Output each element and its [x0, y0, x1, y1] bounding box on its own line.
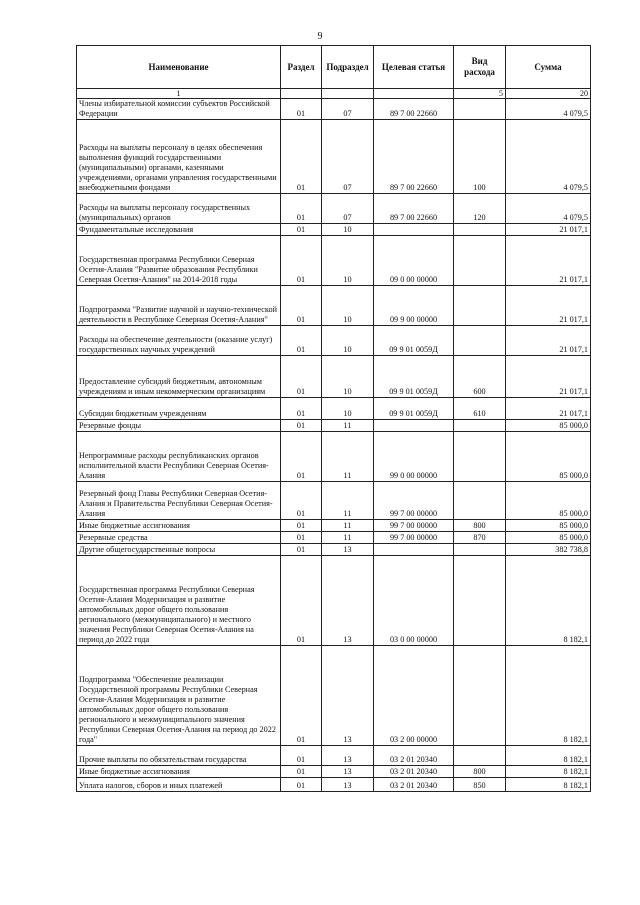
cell-target: 99 7 00 00000 [374, 520, 454, 532]
cell-expense-type: 120 [454, 194, 506, 224]
cell-subsection: 11 [322, 420, 374, 432]
index-cell: 5 [454, 89, 506, 99]
cell-name: Иные бюджетные ассигнования [77, 520, 281, 532]
cell-subsection: 13 [322, 778, 374, 792]
table-row [77, 99, 591, 120]
cell-amount: 8 182,1 [506, 778, 591, 792]
cell-section: 01 [281, 556, 322, 646]
header-expense-type: Вид расхода [454, 46, 506, 89]
cell-subsection: 11 [322, 432, 374, 482]
cell-section: 01 [281, 778, 322, 792]
cell-amount: 4 079,5 [506, 194, 591, 224]
cell-amount: 382 738,8 [506, 544, 591, 556]
cell-section: 01 [281, 224, 322, 236]
cell-target: 09 9 01 0059Д [374, 398, 454, 420]
cell-name: Расходы на выплаты персоналу государственных (муниципальных) органов [77, 194, 281, 224]
index-cell [374, 89, 454, 99]
cell-name: Расходы на обеспечение деятельности (оказание услуг) государственных научных учреждений [77, 326, 281, 356]
cell-expense-type [454, 326, 506, 356]
cell-expense-type: 800 [454, 520, 506, 532]
table-row [77, 236, 591, 286]
page-number: 9 [317, 31, 323, 42]
table-row [77, 356, 591, 398]
table-row [77, 766, 591, 778]
cell-subsection: 10 [322, 286, 374, 326]
cell-subsection: 13 [322, 766, 374, 778]
cell-section: 01 [281, 356, 322, 398]
cell-name: Непрограммные расходы республиканских органов исполнительной власти Республики Северная Осетия-Алания [77, 432, 281, 482]
header-section: Раздел [281, 46, 322, 89]
cell-target: 99 7 00 00000 [374, 532, 454, 544]
table-row [77, 398, 591, 420]
cell-subsection: 07 [322, 120, 374, 194]
cell-name: Иные бюджетные ассигнования [77, 766, 281, 778]
cell-name: Подпрограмма "Обеспечение реализации Государственной программы Республики Северная Осетия-Алания Модернизация и развитие автомобильных дорог общего пользования регионального и межмуниципального значения Республики Северная Осетия-Алания на период до 2022 года" [77, 646, 281, 746]
cell-section: 01 [281, 420, 322, 432]
cell-amount: 21 017,1 [506, 356, 591, 398]
cell-subsection: 10 [322, 326, 374, 356]
cell-amount: 21 017,1 [506, 286, 591, 326]
cell-section: 01 [281, 99, 322, 120]
cell-expense-type [454, 432, 506, 482]
cell-name: Расходы на выплаты персоналу в целях обеспечения выполнения функций государственными (муниципальными) органами, казенными учреждениями, органами управления государственными внебюджетными фондами [77, 120, 281, 194]
cell-section: 01 [281, 432, 322, 482]
cell-target: 09 9 00 00000 [374, 286, 454, 326]
index-cell: 1 [77, 89, 281, 99]
cell-section: 01 [281, 746, 322, 766]
cell-subsection: 11 [322, 532, 374, 544]
table-row [77, 482, 591, 520]
cell-subsection: 11 [322, 520, 374, 532]
cell-subsection: 13 [322, 746, 374, 766]
budget-table [76, 45, 591, 792]
cell-name: Резервные средства [77, 532, 281, 544]
table-row [77, 544, 591, 556]
table-row [77, 520, 591, 532]
cell-name: Прочие выплаты по обязательствам государства [77, 746, 281, 766]
cell-expense-type: 800 [454, 766, 506, 778]
header-name: Наименование [77, 46, 281, 89]
cell-section: 01 [281, 398, 322, 420]
index-cell [281, 89, 322, 99]
cell-expense-type: 850 [454, 778, 506, 792]
cell-name: Резервный фонд Главы Республики Северная Осетия-Алания и Правительства Республики Северная Осетия-Алания [77, 482, 281, 520]
cell-amount: 21 017,1 [506, 398, 591, 420]
cell-amount: 4 079,5 [506, 120, 591, 194]
cell-section: 01 [281, 646, 322, 746]
cell-name: Государственная программа Республики Северная Осетия-Алания Модернизация и развитие автомобильных дорог общего пользования регионального (межмуниципального) и местного значения Республики Северная Осетия-Алания на период до 2022 года [77, 556, 281, 646]
cell-target: 03 2 01 20340 [374, 778, 454, 792]
table-row [77, 194, 591, 224]
cell-name: Уплата налогов, сборов и иных платежей [77, 778, 281, 792]
cell-target: 99 0 00 00000 [374, 432, 454, 482]
cell-section: 01 [281, 532, 322, 544]
cell-target: 09 0 00 00000 [374, 236, 454, 286]
cell-section: 01 [281, 482, 322, 520]
table-row [77, 646, 591, 746]
cell-expense-type [454, 286, 506, 326]
cell-expense-type [454, 224, 506, 236]
cell-expense-type: 100 [454, 120, 506, 194]
cell-amount: 8 182,1 [506, 556, 591, 646]
cell-section: 01 [281, 544, 322, 556]
cell-amount: 8 182,1 [506, 746, 591, 766]
table-row [77, 286, 591, 326]
cell-section: 01 [281, 236, 322, 286]
header-row [77, 46, 591, 89]
cell-amount: 85 000,0 [506, 420, 591, 432]
cell-section: 01 [281, 520, 322, 532]
cell-amount: 8 182,1 [506, 766, 591, 778]
cell-amount: 21 017,1 [506, 326, 591, 356]
cell-target: 09 9 01 0059Д [374, 356, 454, 398]
cell-amount: 85 000,0 [506, 432, 591, 482]
cell-amount: 85 000,0 [506, 532, 591, 544]
cell-subsection: 11 [322, 482, 374, 520]
table-row [77, 326, 591, 356]
cell-subsection: 07 [322, 99, 374, 120]
table-row [77, 532, 591, 544]
cell-expense-type [454, 482, 506, 520]
cell-expense-type: 610 [454, 398, 506, 420]
cell-name: Государственная программа Республики Северная Осетия-Алания "Развитие образования Республики Северная Осетия-Алания" на 2014-2018 годы [77, 236, 281, 286]
cell-target: 03 0 00 00000 [374, 556, 454, 646]
cell-subsection: 10 [322, 236, 374, 286]
cell-target [374, 544, 454, 556]
cell-expense-type: 600 [454, 356, 506, 398]
cell-section: 01 [281, 286, 322, 326]
cell-section: 01 [281, 326, 322, 356]
cell-expense-type [454, 99, 506, 120]
header-subsection: Подраздел [322, 46, 374, 89]
cell-expense-type: 870 [454, 532, 506, 544]
cell-target: 89 7 00 22660 [374, 99, 454, 120]
cell-amount: 21 017,1 [506, 236, 591, 286]
cell-target: 89 7 00 22660 [374, 194, 454, 224]
cell-subsection: 10 [322, 224, 374, 236]
cell-subsection: 10 [322, 398, 374, 420]
cell-target: 03 2 01 20340 [374, 746, 454, 766]
cell-name: Резервные фонды [77, 420, 281, 432]
table-row [77, 746, 591, 766]
cell-amount: 21 017,1 [506, 224, 591, 236]
cell-amount: 85 000,0 [506, 520, 591, 532]
header-target: Целевая статья [374, 46, 454, 89]
cell-name: Члены избирательной комиссии субъектов Российской Федерации [77, 99, 281, 120]
index-cell: 20 [506, 89, 591, 99]
cell-amount: 4 079,5 [506, 99, 591, 120]
index-cell [322, 89, 374, 99]
cell-target: 03 2 00 00000 [374, 646, 454, 746]
cell-name: Другие общегосударственные вопросы [77, 544, 281, 556]
cell-subsection: 10 [322, 356, 374, 398]
cell-subsection: 13 [322, 646, 374, 746]
cell-subsection: 13 [322, 544, 374, 556]
cell-expense-type [454, 420, 506, 432]
table-row [77, 224, 591, 236]
cell-subsection: 07 [322, 194, 374, 224]
cell-expense-type [454, 544, 506, 556]
cell-name: Субсидии бюджетным учреждениям [77, 398, 281, 420]
cell-section: 01 [281, 194, 322, 224]
cell-target: 99 7 00 00000 [374, 482, 454, 520]
cell-target [374, 420, 454, 432]
cell-name: Предоставление субсидий бюджетным, автономным учреждениям и иным некоммерческим организациям [77, 356, 281, 398]
cell-target: 89 7 00 22660 [374, 120, 454, 194]
table-row [77, 432, 591, 482]
cell-target: 03 2 01 20340 [374, 766, 454, 778]
cell-expense-type [454, 556, 506, 646]
cell-name: Подпрограмма "Развитие научной и научно-технической деятельности в Республике Северная Осетия-Алания" [77, 286, 281, 326]
cell-subsection: 13 [322, 556, 374, 646]
cell-section: 01 [281, 766, 322, 778]
table-row [77, 120, 591, 194]
header-amount: Сумма [506, 46, 591, 89]
cell-target: 09 9 01 0059Д [374, 326, 454, 356]
cell-amount: 8 182,1 [506, 646, 591, 746]
cell-expense-type [454, 646, 506, 746]
table-row [77, 778, 591, 792]
table-row [77, 420, 591, 432]
cell-section: 01 [281, 120, 322, 194]
cell-amount: 85 000,0 [506, 482, 591, 520]
index-row [77, 89, 591, 99]
cell-expense-type [454, 746, 506, 766]
cell-name: Фундаментальные исследования [77, 224, 281, 236]
cell-expense-type [454, 236, 506, 286]
cell-target [374, 224, 454, 236]
table-row [77, 556, 591, 646]
